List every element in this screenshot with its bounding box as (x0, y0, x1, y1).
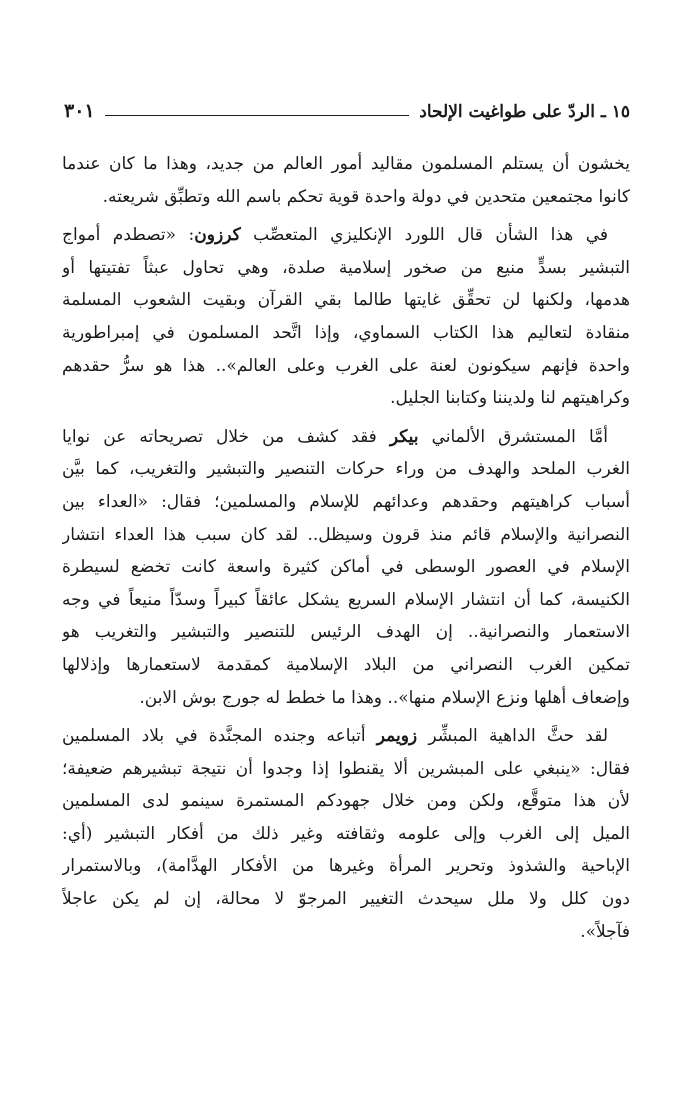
body-text (62, 148, 630, 954)
text-segment: الإسلام في العصور الوسطى في أماكن كثيرة واسعة كانت تخضع لسيطرة (62, 557, 630, 578)
text-segment: الإباحية والشذوذ وتحرير المرأة وغيرها من الأفكار الهدَّامة)، وبالاستمرار (62, 856, 630, 877)
text-segment: تمكين الغرب النصراني من البلاد الإسلامية كمقدمة لاستعمارها وإذلالها (62, 654, 630, 675)
text-segment: هدمها، ولكنها لن تحقِّق غايتها طالما بقي القرآن وبقيت الشعوب المسلمة (62, 290, 630, 311)
text-line (62, 916, 630, 949)
text-line (62, 649, 630, 682)
text-line (62, 519, 630, 552)
text-segment: لأن هذا متوقَّع، ولكن ومن خلال جهودكم المستمرة سينمو لدى المسلمين (62, 791, 630, 812)
text-segment: أسباب كراهيتهم وحقدهم وعدائهم للإسلام والمسلمين؛ فقال: «العداء بين (62, 491, 630, 512)
text-line (62, 616, 630, 649)
text-line (62, 284, 630, 317)
text-line (62, 148, 630, 181)
text-segment: كانوا مجتمعين متحدين في دولة واحدة قوية تحكم باسم الله وتطبِّق شريعته. (102, 186, 630, 207)
bold-name: زويمر (376, 726, 418, 747)
paragraph (62, 148, 630, 213)
text-line (62, 382, 630, 415)
text-segment: وإضعاف أهلها ونزع الإسلام منها».. وهذا ما خطط له جورج بوش الابن. (139, 687, 630, 708)
text-line (62, 584, 630, 617)
text-line (62, 181, 630, 214)
text-segment: دون كلل ولا ملل سيحدث التغيير المرجوّ لا محالة، إن لم يكن عاجلاً (62, 889, 630, 910)
text-segment: التبشير بسدٍّ منيع من صخور إسلامية صلدة، وهي تحاول عبثاً تفتيتها أو (62, 257, 630, 278)
text-segment: يخشون أن يستلم المسلمون مقاليد أمور العالم من جديد، وهذا ما كان عندما (62, 154, 630, 174)
text-line (62, 753, 630, 786)
text-segment: منقادة لتعاليم هذا الكتاب السماوي، وإذا اتَّحد المسلمون في إمبراطورية (62, 322, 630, 343)
text-line (62, 551, 630, 584)
text-line (62, 252, 630, 285)
text-line (62, 785, 630, 818)
text-segment: وكراهيتهم لنا ولديننا وكتابنا الجليل. (390, 388, 630, 409)
bold-name: كرزون (194, 225, 241, 246)
text-segment: واحدة فإنهم سيكونون لعنة على الغرب وعلى العالم».. هذا هو سرُّ حقدهم (62, 355, 630, 376)
text-segment: أمَّا المستشرق الألماني (418, 426, 608, 447)
text-segment: في هذا الشأن قال اللورد الإنكليزي المتعصِّب (240, 225, 608, 246)
text-line (62, 883, 630, 916)
text-segment: النصرانية والإسلام قائم منذ قرون وسيظل.. لقد كان سبب هذا العداء انتشار (62, 524, 630, 545)
paragraph (62, 421, 630, 714)
text-line (62, 486, 630, 519)
text-segment: الكنيسة، كما أن انتشار الإسلام السريع يشكل عائقاً كبيراً وسدّاً منيعاً في وجه (62, 589, 630, 610)
text-segment: الغرب الملحد والهدف من وراء حركات التنصير والتبشير والتغريب، كما بيَّن (62, 459, 630, 480)
text-line (62, 350, 630, 383)
text-line (62, 850, 630, 883)
paragraph (62, 720, 630, 948)
text-segment: أتباعه وجنده المجنَّدة في بلاد المسلمين (62, 726, 377, 747)
page-number: ٣٠١ (64, 100, 95, 122)
text-segment: الميل إلى الغرب وإلى علومه وثقافته وغير ذلك من أفكار التبشير (أي: (62, 823, 630, 844)
text-line (62, 317, 630, 350)
bold-name: بيكر (389, 426, 419, 447)
text-line (62, 682, 630, 715)
header-rule (105, 115, 410, 116)
text-line (62, 421, 630, 454)
text-line (62, 720, 630, 753)
text-line (62, 818, 630, 851)
text-line (62, 453, 630, 486)
text-line (62, 219, 630, 252)
text-segment: فقال: «ينبغي على المبشرين ألا يقنطوا إذا وجدوا أن نتيجة تبشيرهم ضعيفة؛ (62, 758, 630, 779)
text-segment: الاستعمار والنصرانية.. إن الهدف الرئيس للتنصير والتبشير والتغريب هو (62, 622, 630, 643)
text-segment: لقد حثَّ الداهية المبشِّر (417, 726, 609, 747)
chapter-title: ١٥ ـ الردّ على طواغيت الإلحاد (419, 102, 630, 122)
running-header (64, 92, 630, 122)
text-segment: فقد كشف من خلال تصريحاته عن نوايا (62, 426, 390, 447)
text-segment: : «تصطدم أمواج (62, 225, 195, 246)
paragraph (62, 219, 630, 415)
text-segment: فآجلاً». (580, 921, 630, 942)
